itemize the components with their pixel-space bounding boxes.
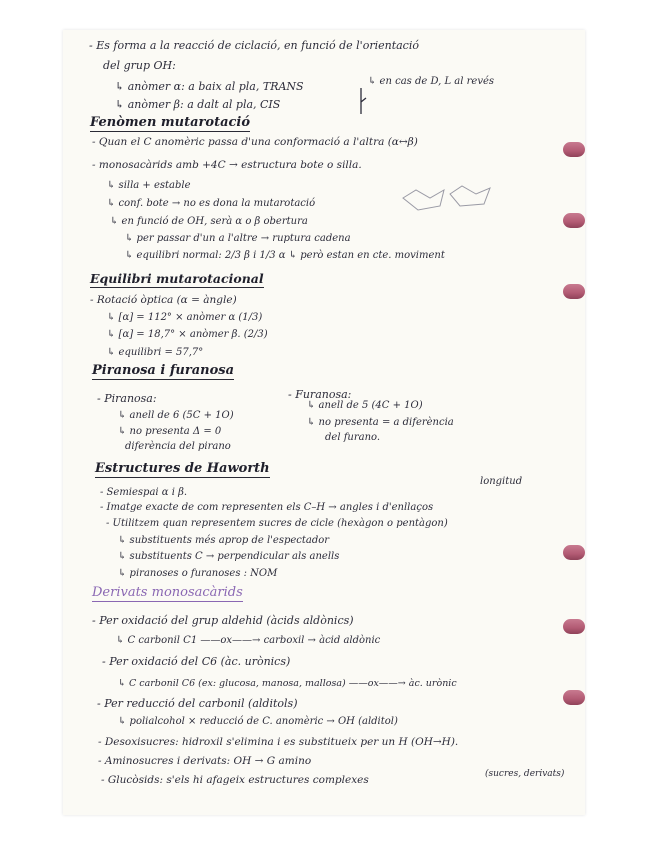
note-line: ↳ en funció de OH, serà α o β obertura: [110, 216, 308, 227]
note-line: ↳ silla + estable: [107, 180, 191, 191]
note-line: (sucres, derivats): [485, 769, 565, 779]
binder-ring: [563, 619, 585, 634]
bracket-mark: [357, 86, 369, 118]
note-line: ↳ [α] = 112° × anòmer α (1/3): [107, 312, 263, 323]
note-line: - Glucòsids: s'els hi afageix estructures complexes: [101, 773, 369, 786]
note-line: diferència del pirano: [125, 441, 231, 452]
note-line: ↳ per passar d'un a l'altre → ruptura cadena: [125, 233, 351, 244]
ring-conformation-sketch: [398, 180, 498, 220]
section-heading: Derivats monosacàrids: [92, 585, 243, 600]
note-line: - Es forma a la reacció de ciclació, en funció de l'orientació: [89, 39, 419, 52]
note-line: ↳ no presenta Δ = 0: [118, 426, 222, 437]
note-line: - Rotació òptica (α = àngle): [90, 293, 237, 306]
note-line: ↳ polialcohol × reducció de C. anomèric → OH (alditol): [118, 716, 398, 727]
note-line: ↳ equilibri normal: 2/3 β i 1/3 α ↳ però estan en cte. moviment: [125, 250, 445, 261]
note-line: ↳ [α] = 18,7° × anòmer β. (2/3): [107, 329, 268, 340]
note-line: ↳ equilibri = 57,7°: [107, 347, 204, 358]
note-line: - Per reducció del carbonil (alditols): [97, 697, 298, 710]
note-line: - Semiespai α i β.: [100, 487, 188, 498]
note-line: ↳ substituents C → perpendicular als anells: [118, 551, 340, 562]
binder-ring: [563, 284, 585, 299]
note-line: del furano.: [325, 432, 381, 443]
binder-ring: [563, 690, 585, 705]
binder-ring: [563, 142, 585, 157]
note-line: longitud: [480, 476, 523, 487]
note-line: - Furanosa:: [288, 388, 352, 401]
note-line: ↳ conf. bote → no es dona la mutarotació: [107, 198, 316, 209]
note-line: ↳ C carbonil C6 (ex: glucosa, manosa, mallosa) ——ox——→ àc. urònic: [118, 677, 457, 689]
note-line: - Piranosa:: [97, 392, 157, 405]
note-line: - Per oxidació del C6 (àc. urònics): [102, 655, 291, 668]
note-line: ↳ anòmer α: a baix al pla, TRANS: [115, 80, 304, 93]
note-line: - monosacàrids amb +4C → estructura bote o silla.: [92, 158, 362, 171]
binder-ring: [563, 545, 585, 560]
note-line: ↳ anell de 5 (4C + 1O): [307, 400, 423, 411]
note-line: ↳ piranoses o furanoses : NOM: [118, 568, 278, 579]
note-line: ↳ anell de 6 (5C + 1O): [118, 410, 234, 421]
note-line: ↳ en cas de D, L al revés: [368, 76, 495, 87]
note-line: ↳ substituents més aprop de l'espectador: [118, 535, 330, 546]
note-line: ↳ C carbonil C1 ——ox——→ carboxil → àcid aldònic: [116, 635, 381, 646]
note-line: del grup OH:: [103, 59, 176, 72]
note-line: - Quan el C anomèric passa d'una conformació a l'altra (α↔β): [92, 135, 418, 148]
note-line: ↳ anòmer β: a dalt al pla, CIS: [115, 98, 281, 111]
section-heading: Fenòmen mutarotació: [90, 115, 251, 130]
section-heading: Equilibri mutarotacional: [90, 270, 264, 286]
binder-ring: [563, 213, 585, 228]
note-line: - Utilitzem quan representem sucres de cicle (hexàgon o pentàgon): [106, 518, 448, 529]
note-line: - Per oxidació del grup aldehid (àcids aldònics): [92, 614, 354, 627]
note-line: ↳ no presenta = a diferència: [307, 417, 454, 428]
section-heading: Piranosa i furanosa: [92, 363, 235, 378]
section-heading: Estructures de Haworth: [95, 461, 270, 476]
note-line: - Aminosucres i derivats: OH → G amino: [98, 754, 312, 767]
note-line: - Desoxisucres: hidroxil s'elimina i es substitueix per un H (OH→H).: [98, 735, 459, 748]
note-line: - Imatge exacte de com representen els C–H → angles i d'enllaços: [100, 502, 434, 513]
